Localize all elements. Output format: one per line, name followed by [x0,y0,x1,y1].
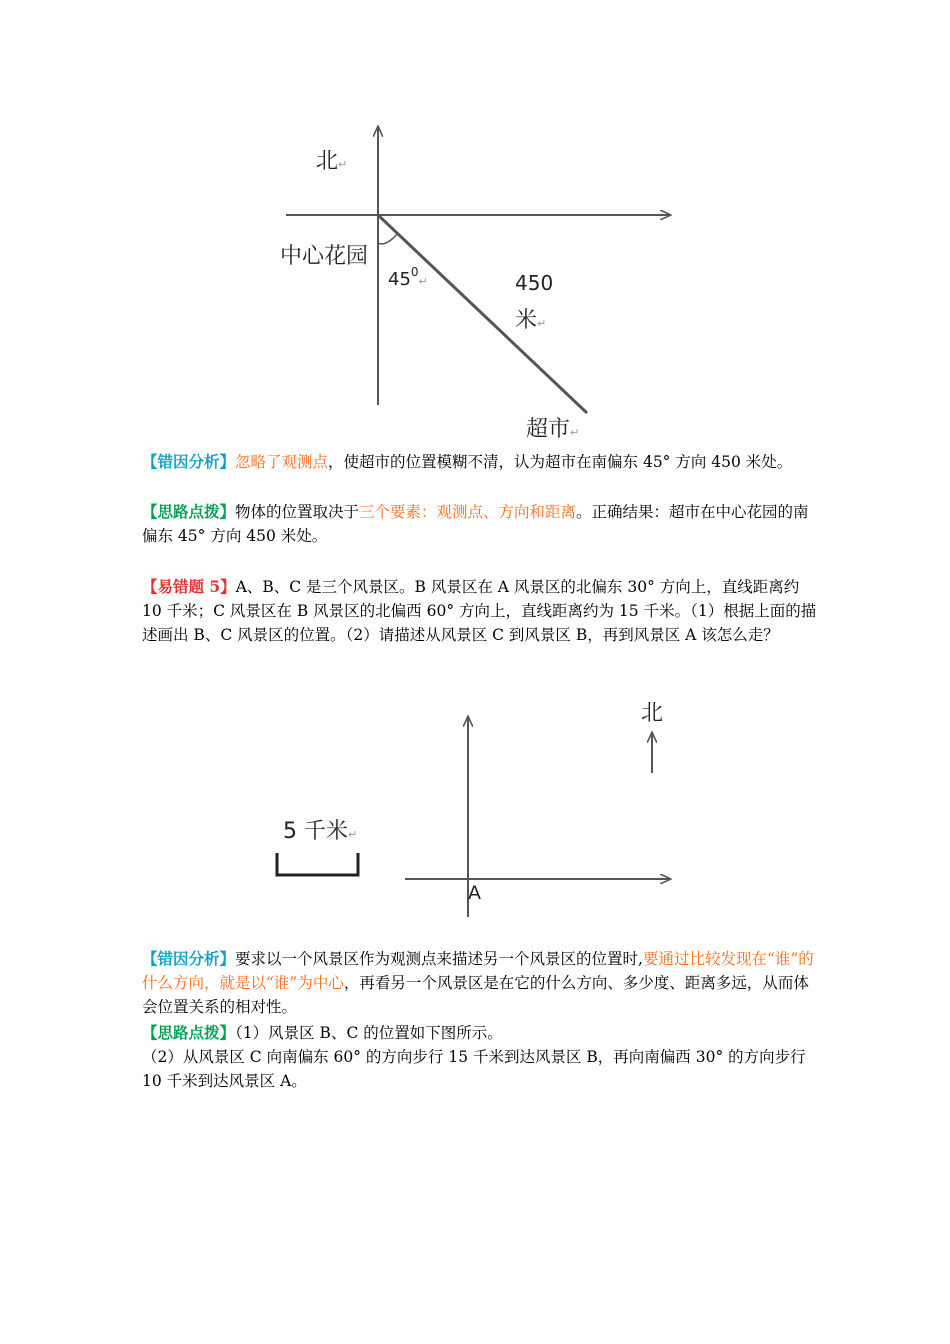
error-analysis-1 [142,450,822,474]
hint-line: （2）从风景区 C 向南偏东 60° 的方向步行 15 千米到达风景区 B，再向南偏西 30° 的方向步行 10 千米到达风景区 A。 [142,1048,806,1090]
scale-bar [277,853,358,875]
distance-unit: 米↵ [515,308,547,333]
error-text: ，再看另一个风景区是在它的什么方向、多少度、距离多远，从而体会位置关系的相对性。 [142,974,809,1016]
error-highlight: 要通过比较发现在“谁”的什么方向，就是以“谁”为中心 [142,950,814,992]
hint-2 [142,1021,822,1093]
point-a-label: A [468,882,481,904]
hint-highlight: 三个要素：观测点、方向和距离 [359,503,577,521]
problem-tag: 【易错题 5】 [142,577,236,596]
direction-line [378,215,587,413]
hint-text: 。正确结果：超市在中心花园的南偏东 45° 方向 450 米处。 [142,503,809,545]
north-label: 北↵ [316,149,348,174]
center-garden-label: 中心花园 [280,244,369,269]
hint-text: 物体的位置取决于 [235,503,360,521]
hint-tag: 【思路点拨】 [142,1023,236,1042]
hint-1 [142,500,822,548]
north-label: 北 [641,701,664,726]
angle-label: $45^0_↵$ [388,265,428,290]
error-tag: 【错因分析】 [142,452,236,471]
error-analysis-2 [142,947,822,1019]
problem-5 [142,575,822,647]
hint-line: （1）风景区 B、C 的位置如下图所示。 [235,1024,503,1042]
supermarket-label: 超市↵ [526,417,580,442]
hint-tag: 【思路点拨】 [142,502,236,521]
figure-scenic-area [265,695,685,925]
scale-label: 5 千米↵ [283,819,358,844]
error-text: 要求以一个风景区作为观测点来描述另一个风景区的位置时, [235,950,643,968]
error-text: ，使超市的位置模糊不清，认为超市在南偏东 45° 方向 450 米处。 [328,453,793,471]
distance-value: 450 [515,271,554,295]
error-tag: 【错因分析】 [142,949,236,968]
error-highlight: 忽略了观测点 [235,453,329,471]
angle-arc [378,233,398,244]
figure-center-garden [260,115,700,445]
problem-text: A、B、C 是三个风景区。B 风景区在 A 风景区的北偏东 30° 方向上，直线距离约 10 千米；C 风景区在 B 风景区的北偏西 60° 方向上，直线距离约为 15 千米。（1）根据上面的描述画出 B、C 风景区的位置。（2）请描述从风景区 C 到风景区 B，再到风景区 A 该怎么走？ [142,578,817,644]
